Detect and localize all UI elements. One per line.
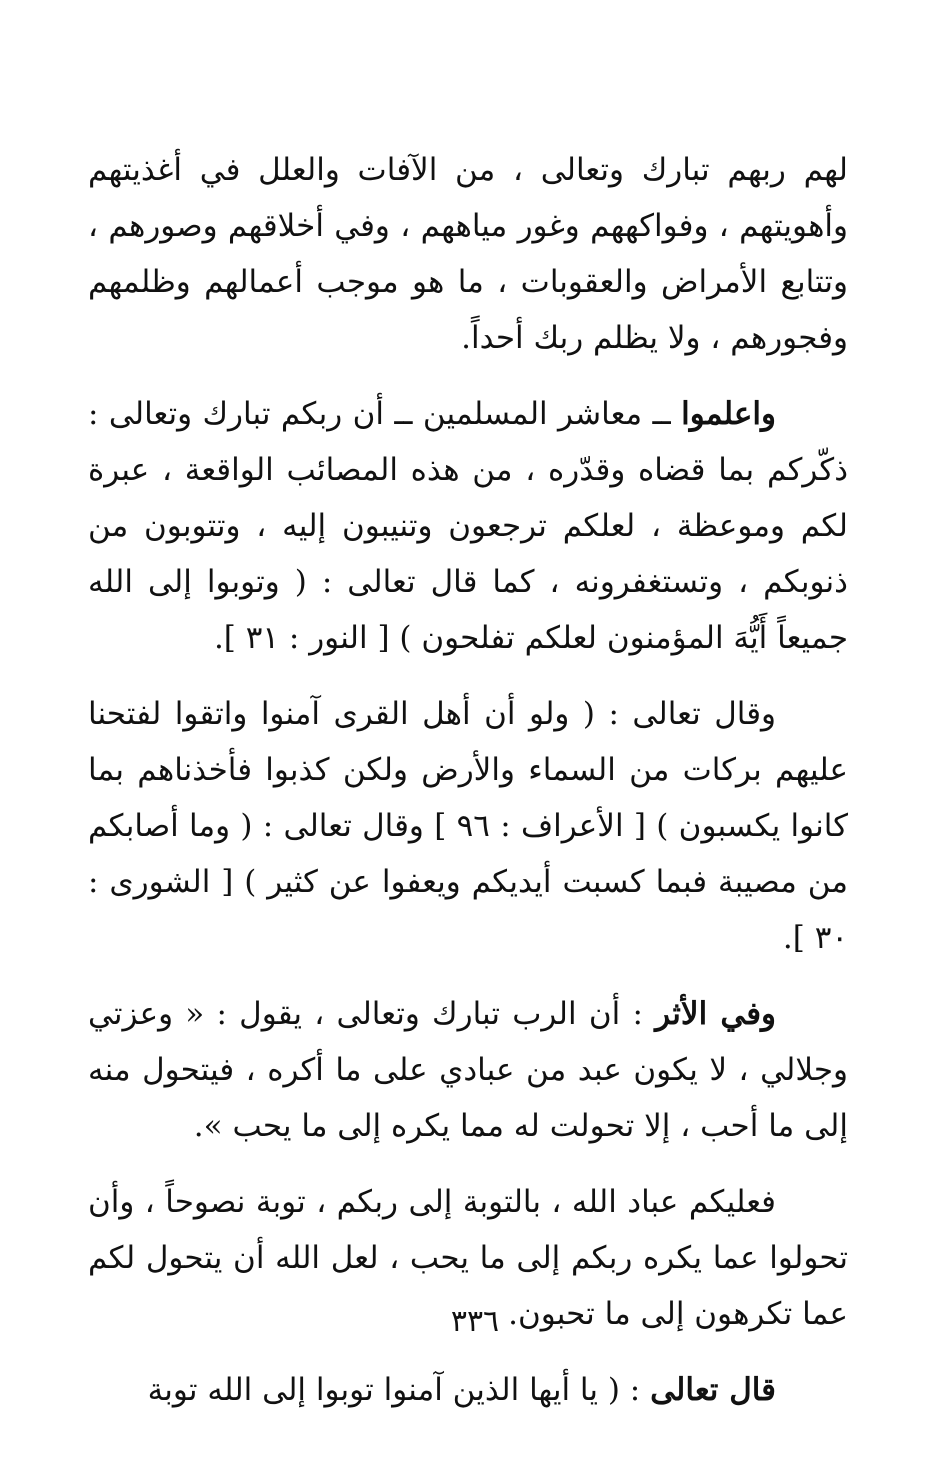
paragraph-2 <box>88 386 848 666</box>
paragraph-4-lead: وفي الأثر <box>655 996 776 1032</box>
paragraph-2-lead: واعلموا <box>681 396 776 432</box>
paragraph-6-lead: قال تعالى <box>650 1372 776 1408</box>
paragraph-1 <box>88 142 848 366</box>
paragraph-4 <box>88 986 848 1154</box>
paragraph-3 <box>88 686 848 966</box>
paragraph-3-text: وقال تعالى : ( ولو أن أهل القرى آمنوا واتقوا لفتحنا عليهم بركات من السماء والأرض ولكن كذبوا فأخذناهم بما كانوا يكسبون ) [ الأعراف : ٩٦ ] وقال تعالى : ( وما أصابكم من مصيبة فبما كسبت أيديكم ويعفوا عن كثير ) [ الشورى : ٣٠ ]. <box>88 696 848 956</box>
paragraph-5-text: فعليكم عباد الله ، بالتوبة إلى ربكم ، توبة نصوحاً ، وأن تحولوا عما يكره ربكم إلى ما يحب ، لعل الله أن يتحول لكم عما تكرهون إلى ما تحبون. <box>88 1184 848 1332</box>
paragraph-6 <box>88 1362 848 1418</box>
paragraph-1-text: لهم ربهم تبارك وتعالى ، من الآفات والعلل في أغذيتهم وأهويتهم ، وفواكههم وغور مياههم ، وفي أخلاقهم وصورهم ، وتتابع الأمراض والعقوبات ، ما هو موجب أعمالهم وظلمهم وفجورهم ، ولا يظلم ربك أحداً. <box>88 152 848 356</box>
paragraph-6-text: : ( يا أيها الذين آمنوا توبوا إلى الله توبة <box>147 1372 651 1408</box>
page-body <box>88 142 848 1418</box>
page-number: ٣٣٦ <box>450 1304 500 1339</box>
paragraph-2-text: ــ معاشر المسلمين ــ أن ربكم تبارك وتعالى : ذكّركم بما قضاه وقدّره ، من هذه المصائب الواقعة ، عبرة لكم وموعظة ، لعلكم ترجعون وتنيبون إليه ، وتتوبون من ذنوبكم ، وتستغفرونه ، كما قال تعالى : ( وتوبوا إلى الله جميعاً أَيُّهَ المؤمنون لعلكم تفلحون ) [ النور : ٣١ ]. <box>88 396 848 656</box>
paragraph-4-text: : أن الرب تبارك وتعالى ، يقول : « وعزتي وجلالي ، لا يكون عبد من عبادي على ما أكره ، فيتحول منه إلى ما أحب ، إلا تحولت له مما يكره إلى ما يحب ». <box>88 996 848 1144</box>
